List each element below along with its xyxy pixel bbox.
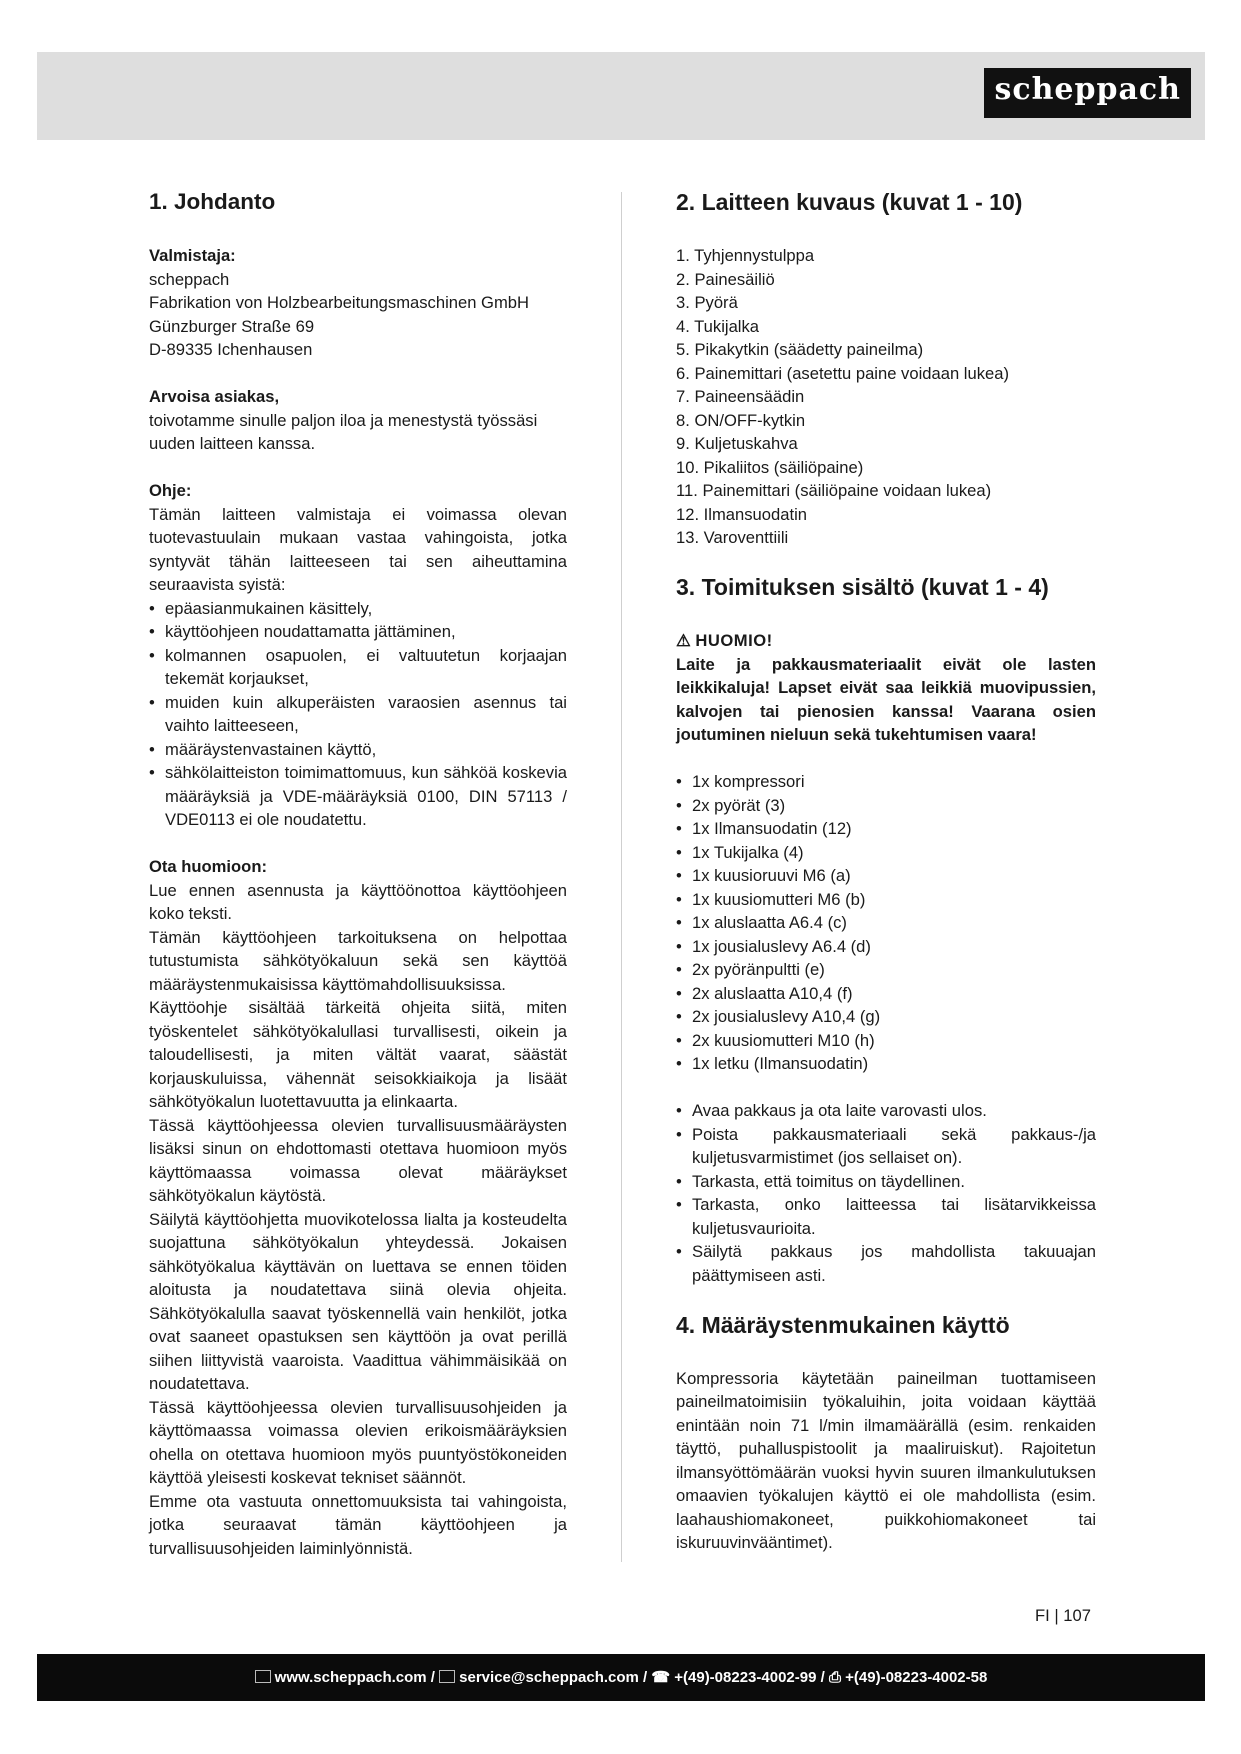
manufacturer-line: D-89335 Ichenhausen (149, 340, 313, 359)
left-column (149, 188, 567, 1560)
list-item: • määräystenvastainen käyttö, (149, 738, 567, 762)
note-list (149, 597, 567, 832)
warning-title: HUOMIO! (695, 631, 773, 650)
part-item: 5. Pikakytkin (säädetty paineilma) (676, 340, 924, 359)
notice-paragraph: Emme ota vastuuta onnettomuuksista tai vahingoista, jotka seuraavat tämän käyttöohjeen ja turvallisuusohjeiden laiminlyönnistä. (149, 1491, 567, 1558)
list-item: • 2x pyörät (3) (676, 794, 1096, 818)
part-item: 4. Tukijalka (676, 316, 760, 336)
header-band (37, 52, 1205, 140)
page-number: FI | 107 (1035, 1606, 1091, 1625)
notice-paragraph: Tämän käyttöohjeen tarkoituksena on helpottaa tutustumista sähkötyökaluun sekä sen käyttöä määräystenmukaisissa käyttömahdollisuuksissa. (149, 927, 567, 994)
section-heading-introduction: 1. Johdanto (149, 189, 276, 214)
section-heading-delivery: 3. Toimituksen sisältö (kuvat 1 - 4) (676, 574, 1049, 600)
list-item: • Säilytä pakkaus jos mahdollista takuuajan päättymiseen asti. (676, 1240, 1096, 1287)
notice-label: Ota huomioon: (149, 857, 267, 876)
list-item: • 1x aluslaatta A6.4 (c) (676, 911, 1096, 935)
intended-use-text: Kompressoria käytetään paineilman tuottamiseen paineilmatoimisiin työkaluihin, joita voidaan käyttää enintään noin 71 l/min ilmamäärällä (esim. renkaiden täyttö, puhalluspistoolit ja maaliruiskut). Rajoitetun ilmansyöttömäärän vuoksi hyvin suuren ilmankulutuksen omaavien työkalujen käyttö ei ole mahdollista (esim. laahaushiomakoneet, puikkohiomakoneet tai iskuruuvinvääntimet). (676, 1368, 1096, 1552)
footer-phone: +(49)-08223-4002-99 / (674, 1669, 825, 1686)
dear-customer-block (149, 385, 567, 456)
list-item: • sähkölaitteiston toimimattomuus, kun sähköä koskevia määräyksiä ja VDE-määräyksiä 0100, DIN 57113 / VDE0113 ei ole noudatettu. (149, 761, 567, 832)
list-item: • 1x Tukijalka (4) (676, 841, 1096, 865)
list-item: • 2x aluslaatta A10,4 (f) (676, 982, 1096, 1006)
footer-website[interactable]: www.scheppach.com / (274, 1669, 435, 1686)
list-item: • Avaa pakkaus ja ota laite varovasti ulos. (676, 1099, 1096, 1123)
notice-paragraph: Tässä käyttöohjeessa olevien turvallisuusmääräysten lisäksi sinun on ehdottomasti otettava huomioon myös käyttömaassa voimassa olevat määräykset sähkötyökalun käytöstä. (149, 1115, 567, 1205)
brand-logo: scheppach (984, 68, 1191, 118)
fax-icon: ⎙ (828, 1669, 841, 1686)
manufacturer-label: Valmistaja: (149, 246, 236, 265)
part-item: 10. Pikaliitos (säiliöpaine) (676, 457, 864, 477)
part-item: 3. Pyörä (676, 293, 738, 312)
list-item: • 1x letku (Ilmansuodatin) (676, 1052, 1096, 1076)
list-item: • Poista pakkausmateriaali sekä pakkaus-/ja kuljetusvarmistimet (jos sellaiset on). (676, 1123, 1096, 1170)
list-item: • 2x pyöränpultti (e) (676, 958, 1096, 982)
list-item: • 1x Ilmansuodatin (12) (676, 817, 1096, 841)
manufacturer-line: Günzburger Straße 69 (149, 316, 315, 336)
section-heading-description: 2. Laitteen kuvaus (kuvat 1 - 10) (676, 189, 1023, 215)
computer-icon (255, 1670, 271, 1683)
warning-triangle-icon: ⚠ (676, 631, 692, 650)
contents-list (676, 770, 1096, 1076)
list-item: • epäasianmukainen käsittely, (149, 597, 567, 621)
manufacturer-line: scheppach (149, 269, 230, 289)
part-item: 1. Tyhjennystulppa (676, 246, 815, 265)
manufacturer-block (149, 244, 567, 362)
part-item: 7. Paineensäädin (676, 387, 805, 406)
warning-text: Laite ja pakkausmateriaalit eivät ole lasten leikkikaluja! Lapset eivät saa leikkiä muovipussien, kalvojen tai pienosien kanssa! Vaarana osien joutuminen nieluun sekä tukehtumisen vaara! (676, 654, 1096, 744)
phone-icon: ☎ (651, 1669, 671, 1686)
notice-block (149, 855, 567, 1560)
parts-list (676, 244, 1096, 550)
part-item: 9. Kuljetuskahva (676, 434, 798, 453)
part-item: 6. Painemittari (asetettu paine voidaan lukea) (676, 363, 1009, 383)
column-divider (621, 192, 622, 1562)
notice-paragraph: Käyttöohje sisältää tärkeitä ohjeita siitä, miten työskentelet sähkötyökalullasi turvallisesti, oikein ja taloudellisesti, ja miten vältät vaarat, säästät korjauskuluissa, vähennät seisokkiaikoja ja lisäät sähkötyökalun luotettavuutta ja elinkaarta. (149, 998, 567, 1111)
note-text: Tämän laitteen valmistaja ei voimassa olevan tuotevastuulain mukaan vastaa vahingoista, jotka syntyvät tähän laitteeseen tai sen aiheuttamina seuraavista syistä: (149, 504, 567, 594)
notice-paragraph: Säilytä käyttöohjetta muovikotelossa lialta ja kosteudelta suojattuna sähkötyökalun yhteydessä. Jokaisen sähkötyökalua käyttävän on luettava se ennen töiden aloitusta ja noudatettava siinä olevia ohjeita. Sähkötyökalulla saavat työskennellä vain henkilöt, jotka ovat saaneet opastuksen sen käyttöön ja ovat perillä siihen liittyvistä vaaroista. Vaadittua vähimmäisikää on noudatettava. (149, 1209, 567, 1393)
list-item: • 1x kuusiomutteri M6 (b) (676, 888, 1096, 912)
list-item: • 2x kuusiomutteri M10 (h) (676, 1029, 1096, 1053)
list-item: • 1x jousialuslevy A6.4 (d) (676, 935, 1096, 959)
list-item: • Tarkasta, onko laitteessa tai lisätarvikkeissa kuljetusvaurioita. (676, 1193, 1096, 1240)
part-item: 2. Painesäiliö (676, 269, 775, 289)
part-item: 8. ON/OFF-kytkin (676, 410, 806, 430)
list-item: • käyttöohjeen noudattamatta jättäminen, (149, 620, 567, 644)
dear-customer-text: toivotamme sinulle paljon iloa ja menestystä työssäsi uuden laitteen kanssa. (149, 410, 538, 453)
footer-fax: +(49)-08223-4002-58 (845, 1669, 988, 1686)
note-block (149, 479, 567, 832)
mail-icon (439, 1670, 455, 1683)
right-column (676, 188, 1096, 1555)
list-item: • kolmannen osapuolen, ei valtuutetun korjaajan tekemät korjaukset, (149, 644, 567, 691)
warning-block (676, 629, 1096, 747)
notice-paragraph: Tässä käyttöohjeessa olevien turvallisuusohjeiden ja käyttömaassa voimassa olevien erikoismääräyksien ohella on otettava huomioon myös puuntyöstökoneiden käyttöä yleisesti koskevat tekniset säännöt. (149, 1397, 567, 1487)
note-label: Ohje: (149, 481, 192, 500)
manufacturer-line: Fabrikation von Holzbearbeitungsmaschinen GmbH (149, 293, 530, 312)
footer-email[interactable]: service@scheppach.com / (459, 1669, 648, 1686)
list-item: • muiden kuin alkuperäisten varaosien asennus tai vaihto laitteeseen, (149, 691, 567, 738)
warning-title-row (676, 629, 1096, 653)
notice-paragraph: Lue ennen asennusta ja käyttöönottoa käyttöohjeen koko teksti. (149, 880, 567, 923)
list-item: • 2x jousialuslevy A10,4 (g) (676, 1005, 1096, 1029)
part-item: 12. Ilmansuodatin (676, 504, 807, 524)
dear-customer-label: Arvoisa asiakas, (149, 387, 280, 406)
list-item: • 1x kompressori (676, 770, 1096, 794)
part-item: 13. Varoventtiili (676, 528, 789, 547)
section-heading-intended-use: 4. Määräystenmukainen käyttö (676, 1311, 1010, 1338)
list-item: • Tarkasta, että toimitus on täydellinen. (676, 1170, 1096, 1194)
unpacking-steps (676, 1099, 1096, 1287)
list-item: • 1x kuusioruuvi M6 (a) (676, 864, 1096, 888)
footer-band (37, 1654, 1205, 1701)
part-item: 11. Painemittari (säiliöpaine voidaan lukea) (676, 481, 992, 500)
